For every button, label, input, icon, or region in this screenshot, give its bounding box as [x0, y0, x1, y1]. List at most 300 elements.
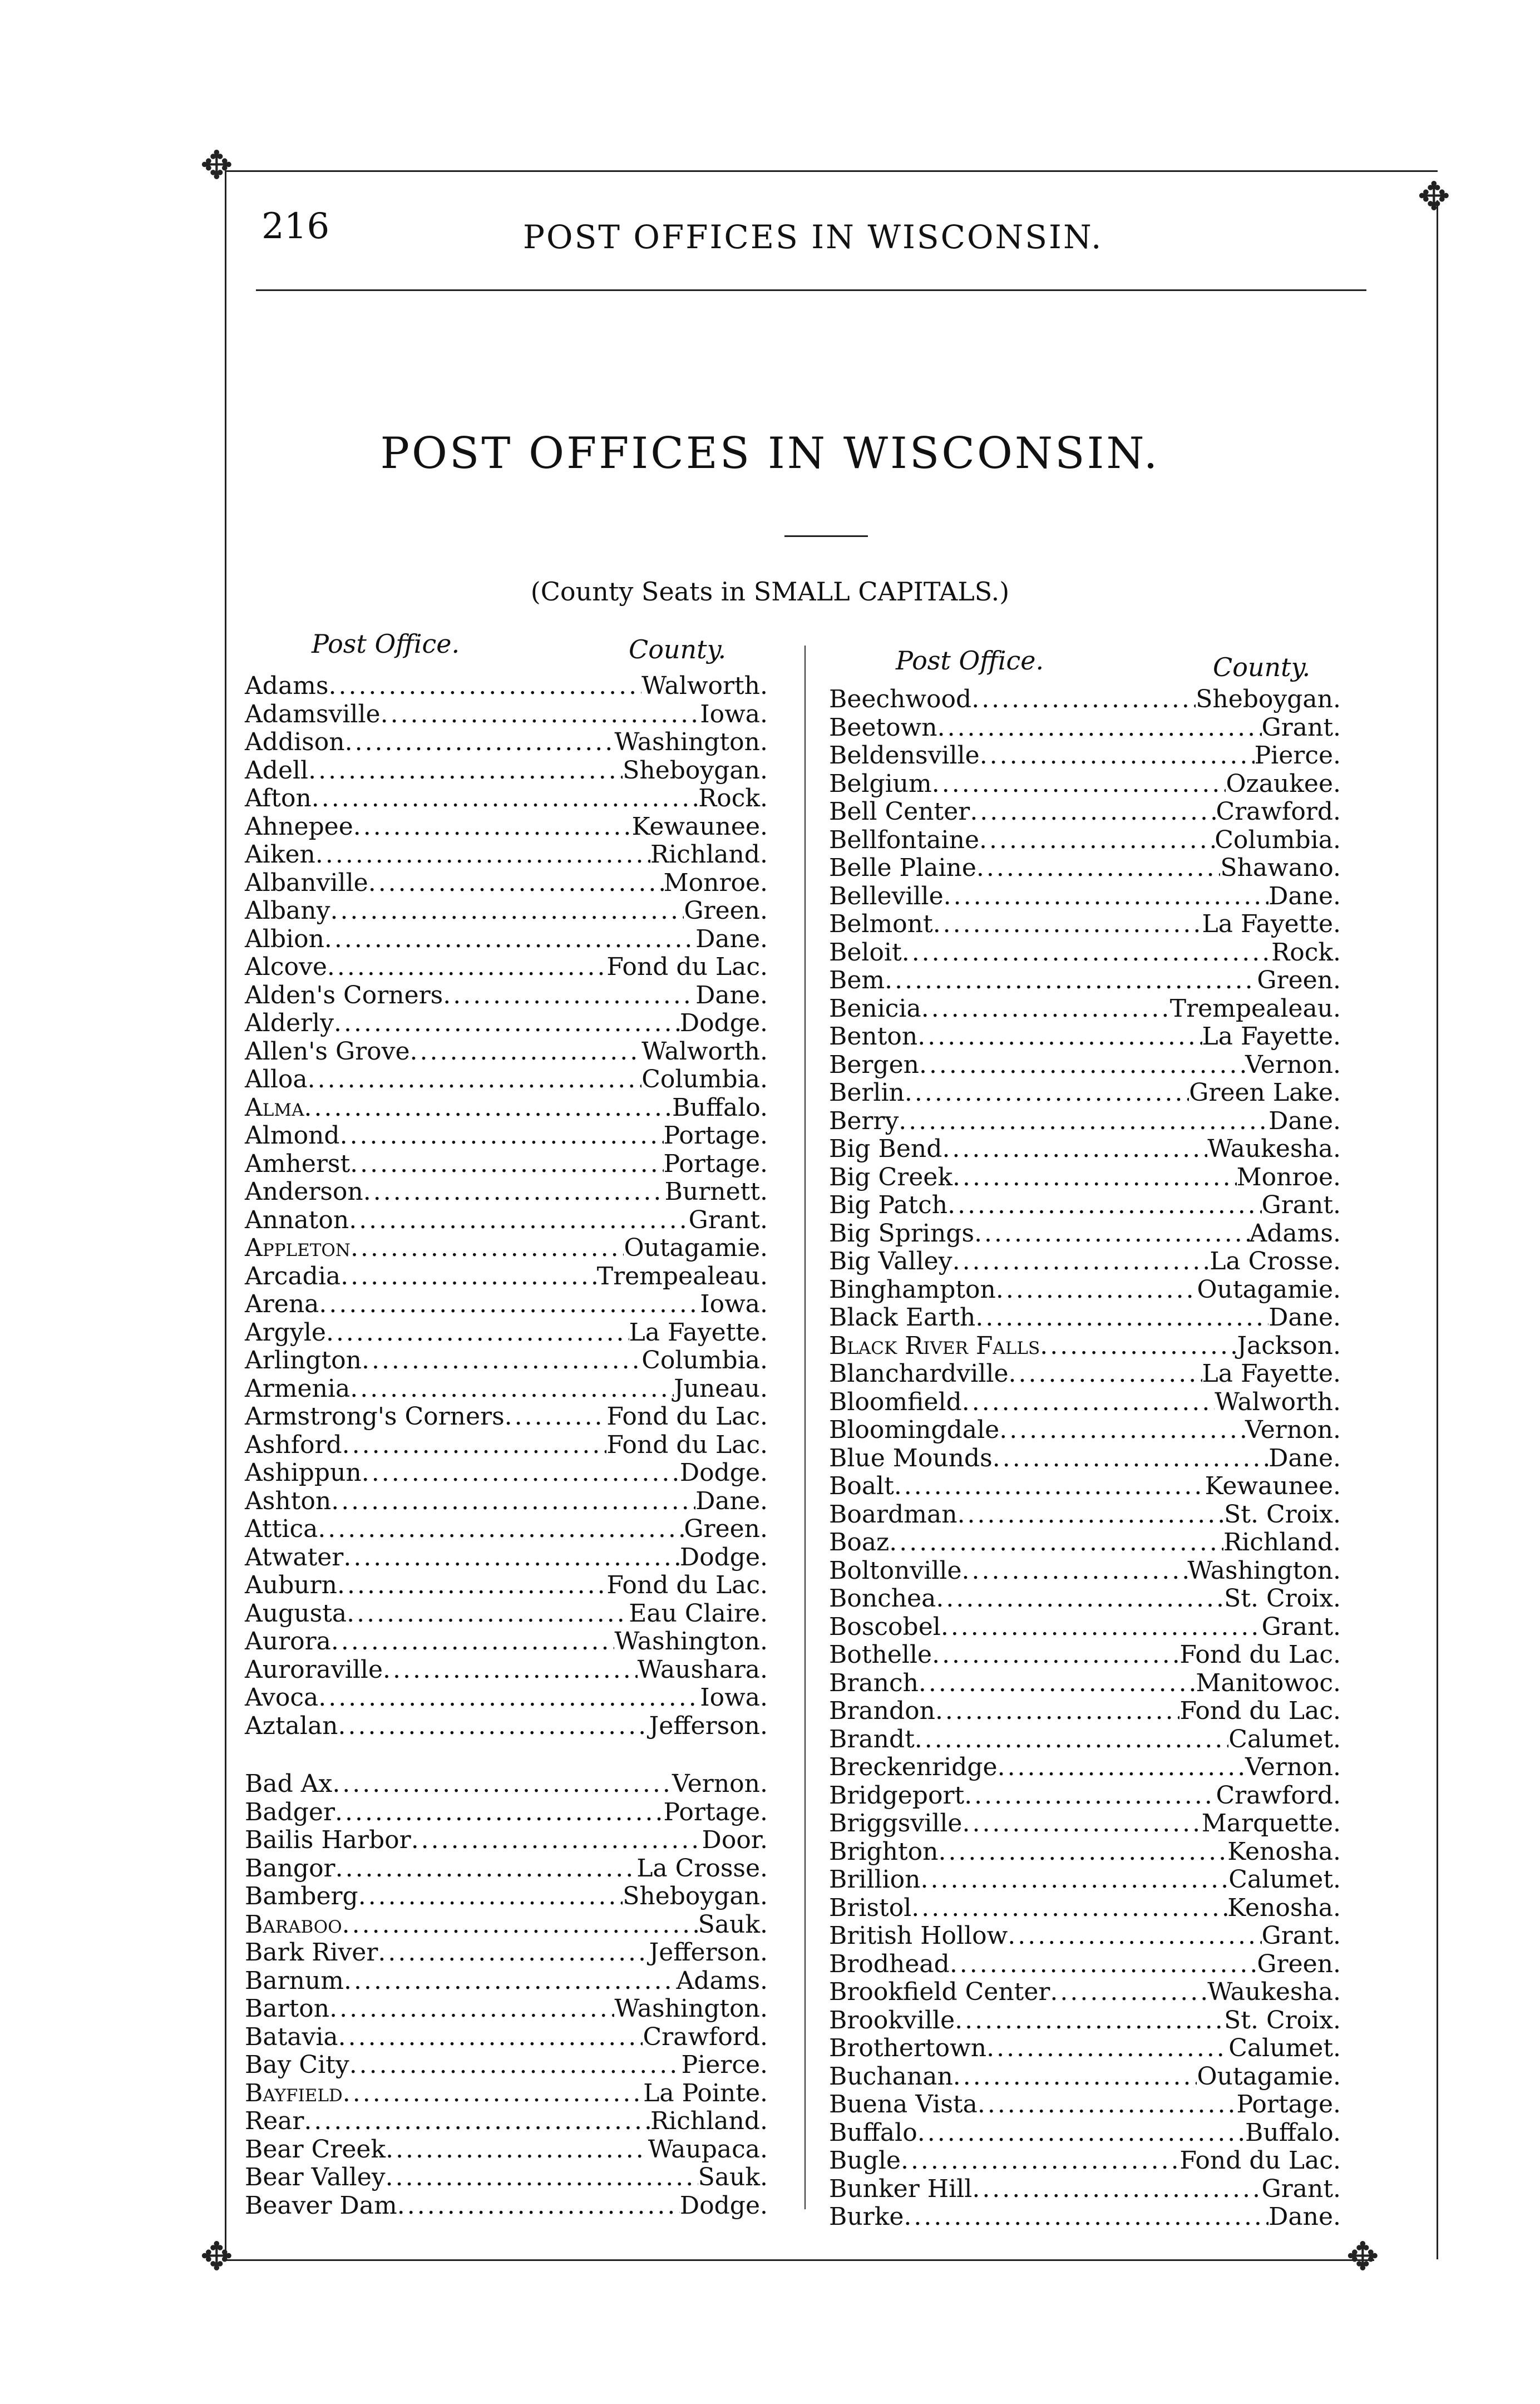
post-office-name: Albanville: [245, 868, 368, 897]
dot-leader: [921, 995, 1170, 1023]
list-item: [245, 2107, 768, 2136]
county-name: Walworth.: [641, 1037, 768, 1066]
list-item: [245, 1883, 768, 1911]
list-item: [245, 897, 768, 925]
list-item: [245, 1600, 768, 1628]
dot-leader: [978, 2091, 1237, 2119]
list-item: [245, 953, 768, 982]
post-office-name: Bunker Hill: [829, 2174, 973, 2203]
dot-leader: [996, 1276, 1197, 1304]
county-name: Fond du Lac.: [606, 1402, 768, 1431]
post-office-name: Alloa: [245, 1065, 308, 1093]
post-office-name: Amherst: [245, 1149, 351, 1178]
dot-leader: [304, 2107, 650, 2135]
list-item: [245, 701, 768, 729]
post-office-name: Berlin: [829, 1078, 905, 1107]
post-office-name: Aurora: [245, 1627, 331, 1656]
dot-leader: [308, 757, 623, 785]
dot-leader: [343, 1544, 680, 1572]
county-name: Dane.: [1268, 881, 1341, 910]
list-item: [829, 1332, 1341, 1361]
list-item: [245, 1967, 768, 1996]
list-item: [829, 2063, 1341, 2091]
dot-leader: [955, 2007, 1224, 2034]
dot-leader: [1008, 1922, 1261, 1950]
list-item: [829, 967, 1341, 995]
dot-leader: [358, 1883, 623, 1910]
county-name: Outagamie.: [1197, 2062, 1341, 2091]
post-office-name: Baraboo: [245, 1910, 342, 1939]
list-item: [829, 1416, 1341, 1445]
post-office-name: Beldensville: [829, 741, 980, 770]
list-item: [829, 798, 1341, 826]
dot-leader: [919, 1051, 1245, 1079]
list-item: [829, 714, 1341, 742]
dot-leader: [324, 925, 695, 953]
county-name: Adams.: [676, 1966, 768, 1995]
list-item: [829, 1304, 1341, 1332]
dot-leader: [899, 1107, 1268, 1135]
county-name: Richland.: [650, 2107, 768, 2135]
dot-leader: [331, 1628, 614, 1656]
dot-leader: [378, 1939, 649, 1967]
post-office-name: Beloit: [829, 938, 902, 967]
post-office-name: British Hollow: [829, 1922, 1008, 1950]
post-office-name: Bellfontaine: [829, 825, 979, 854]
county-name: La Fayette.: [629, 1318, 768, 1347]
dot-leader: [936, 1585, 1224, 1613]
county-name: Pierce.: [1254, 741, 1341, 770]
list-item: [245, 1122, 768, 1150]
dot-leader: [351, 1234, 624, 1262]
post-office-name: Attica: [245, 1515, 318, 1543]
post-office-name: Appleton: [245, 1234, 351, 1262]
post-office-name: Adams: [245, 672, 329, 700]
post-office-name: Bridgeport: [829, 1781, 965, 1810]
dot-leader: [999, 1416, 1245, 1444]
list-item: [829, 1472, 1341, 1501]
list-item: [829, 1726, 1341, 1754]
dot-leader: [917, 2119, 1245, 2147]
county-name: Walworth.: [641, 672, 768, 700]
county-name: Portage.: [663, 1121, 768, 1150]
post-office-name: Buffalo: [829, 2118, 917, 2147]
list-item: [245, 2051, 768, 2080]
post-office-name: Brodhead: [829, 1949, 950, 1978]
corner-ornament-icon: ✥: [1346, 2234, 1379, 2279]
list-item: [245, 1911, 768, 1939]
post-office-name: Auroraville: [245, 1655, 383, 1684]
list-item: [245, 1431, 768, 1460]
county-name: Dane.: [1268, 1106, 1341, 1135]
post-office-name: Belgium: [829, 769, 932, 798]
post-office-name: Bailis Harbor: [245, 1826, 411, 1854]
county-name: Fond du Lac.: [1179, 1641, 1341, 1669]
dot-leader: [350, 1375, 674, 1403]
county-name: Trempealeau.: [1169, 994, 1341, 1023]
county-name: Crawford.: [643, 2022, 768, 2051]
county-name: Fond du Lac.: [606, 953, 768, 981]
county-name: Portage.: [663, 1797, 768, 1826]
dot-leader: [950, 1950, 1257, 1978]
dot-leader: [980, 742, 1255, 770]
post-office-name: Bark River: [245, 1938, 378, 1967]
post-office-name: Big Patch: [829, 1191, 948, 1219]
list-item: [245, 813, 768, 841]
county-name: Dodge.: [679, 1009, 768, 1037]
frame-right-rule: [1437, 200, 1438, 2259]
post-office-name: Brookfield Center: [829, 1978, 1050, 2006]
list-item: [829, 883, 1341, 911]
post-office-name: Beechwood: [829, 685, 972, 713]
post-office-name: Almond: [245, 1121, 340, 1150]
dot-leader: [894, 1472, 1205, 1500]
list-item: [829, 1079, 1341, 1107]
post-office-name: Brandt: [829, 1725, 915, 1753]
county-name: Waushara.: [637, 1655, 768, 1684]
list-item: [829, 2175, 1341, 2204]
post-office-name: Afton: [245, 784, 312, 812]
dot-leader: [337, 1572, 606, 1599]
county-name: Dane.: [1268, 1444, 1341, 1472]
list-item: [829, 2147, 1341, 2175]
corner-ornament-icon: ✥: [200, 2234, 233, 2279]
list-item: [245, 757, 768, 785]
frame-top-rule: [225, 170, 1438, 172]
post-office-name: Barnum: [245, 1966, 344, 1995]
list-item: [829, 854, 1341, 883]
county-name: Buffalo.: [1245, 2118, 1341, 2147]
list-item: [245, 1656, 768, 1684]
dot-leader: [993, 1445, 1268, 1472]
county-name: Columbia.: [1215, 825, 1341, 854]
dot-leader: [328, 672, 641, 700]
post-office-name: Rear: [245, 2107, 304, 2135]
dot-leader: [1050, 1978, 1207, 2006]
post-office-name: Badger: [245, 1797, 335, 1826]
list-item: [245, 1150, 768, 1179]
county-name: Waukesha.: [1207, 1978, 1341, 2006]
corner-ornament-icon: ✥: [200, 142, 233, 188]
county-name: Walworth.: [1215, 1387, 1341, 1416]
post-office-name: Arena: [245, 1290, 319, 1318]
county-name: Calumet.: [1228, 2034, 1341, 2062]
dot-leader: [308, 1066, 642, 1093]
county-name: St. Croix.: [1224, 1584, 1341, 1613]
post-office-name: Boscobel: [829, 1612, 941, 1641]
list-item: [245, 1403, 768, 1431]
list-item: [245, 728, 768, 757]
dot-leader: [345, 728, 615, 756]
list-item: [829, 1107, 1341, 1136]
post-office-name: Augusta: [245, 1599, 347, 1628]
post-office-name: Adell: [245, 756, 309, 785]
dot-leader: [383, 1656, 638, 1684]
dot-leader: [334, 1009, 680, 1037]
dot-leader: [971, 686, 1196, 713]
post-office-name: Addison: [245, 728, 345, 756]
county-name: Columbia.: [641, 1065, 768, 1093]
post-office-name: Bonchea: [829, 1584, 936, 1613]
post-office-name: Arcadia: [245, 1262, 341, 1290]
post-office-name: Adamsville: [245, 699, 381, 728]
post-office-name: Bamberg: [245, 1882, 358, 1910]
county-name: Dane.: [695, 1486, 768, 1515]
dot-leader: [329, 1995, 614, 2023]
dot-leader: [410, 1038, 642, 1066]
list-item: [829, 1529, 1341, 1557]
dot-leader: [947, 1191, 1261, 1219]
county-name: Dane.: [695, 981, 768, 1009]
post-office-name: Argyle: [245, 1318, 326, 1347]
county-name: Grant.: [1261, 1612, 1341, 1641]
post-office-name: Big Bend: [829, 1135, 942, 1163]
post-office-name: Boaz: [829, 1528, 890, 1556]
list-item: [829, 1922, 1341, 1950]
county-name: Eau Claire.: [629, 1599, 768, 1628]
county-name: Dodge.: [679, 1459, 768, 1487]
dot-leader: [505, 1403, 607, 1431]
list-item: [829, 742, 1341, 770]
dot-leader: [962, 1388, 1215, 1416]
list-item: [829, 1051, 1341, 1080]
post-office-name: Ashton: [245, 1486, 332, 1515]
county-name: Adams.: [1249, 1219, 1341, 1248]
dot-leader: [386, 2136, 648, 2164]
dot-leader: [335, 1855, 637, 1883]
list-item: [829, 686, 1341, 714]
list-item: [245, 1826, 768, 1855]
left-post-office-header: Post Office.: [312, 629, 460, 659]
dot-leader: [904, 2203, 1268, 2231]
left-post-office-list: [245, 672, 768, 2220]
dot-leader: [979, 826, 1215, 854]
dot-leader: [942, 1135, 1207, 1163]
list-item: [829, 1866, 1341, 1894]
list-item: [829, 1641, 1341, 1669]
county-name: Fond du Lac.: [1179, 1697, 1341, 1725]
list-item: [829, 910, 1341, 939]
county-name: Fond du Lac.: [606, 1430, 768, 1459]
dot-leader: [901, 2147, 1179, 2175]
county-name: Rock.: [1271, 938, 1341, 967]
dot-leader: [344, 1967, 677, 1995]
post-office-name: Brothertown: [829, 2034, 987, 2062]
county-name: Kewaunee.: [631, 812, 768, 841]
left-county-header: County.: [629, 634, 727, 664]
county-name: La Pointe.: [643, 2078, 768, 2107]
county-name: Iowa.: [700, 699, 768, 728]
county-name: Washington.: [1187, 1556, 1341, 1585]
column-divider: [804, 646, 806, 2209]
list-item: [245, 1799, 768, 1827]
list-item: [245, 1234, 768, 1263]
dot-leader: [315, 841, 650, 869]
post-office-name: Ashford: [245, 1430, 342, 1459]
dot-leader: [362, 1459, 680, 1487]
list-item: [245, 2023, 768, 2052]
list-item: [829, 1697, 1341, 1726]
county-name: Vernon.: [1245, 1416, 1341, 1444]
post-office-name: Bayfield: [245, 2078, 343, 2107]
list-item: [245, 1066, 768, 1094]
dot-leader: [976, 854, 1220, 882]
county-name: Kenosha.: [1227, 1837, 1341, 1866]
post-office-name: Barton: [245, 1994, 330, 2023]
list-item: [245, 1290, 768, 1319]
post-office-name: Big Valley: [829, 1247, 952, 1275]
list-item: [245, 925, 768, 954]
county-name: Calumet.: [1228, 1865, 1341, 1894]
dot-leader: [312, 785, 698, 812]
county-name: Green Lake.: [1189, 1078, 1341, 1107]
list-item: [245, 1712, 768, 1741]
list-item: [829, 1838, 1341, 1866]
post-office-name: Beaver Dam: [245, 2191, 397, 2220]
dot-leader: [935, 1697, 1179, 1725]
list-item: [829, 1164, 1341, 1192]
dot-leader: [986, 2034, 1228, 2062]
county-name: Waukesha.: [1207, 1135, 1341, 1163]
county-name: Vernon.: [672, 1770, 768, 1798]
list-item: [245, 785, 768, 813]
post-office-name: Belmont: [829, 910, 933, 938]
list-item: [829, 1023, 1341, 1051]
county-name: Richland.: [1223, 1528, 1341, 1556]
running-head: POST OFFICES IN WISCONSIN.: [523, 218, 1103, 256]
right-post-office-header: Post Office.: [896, 646, 1044, 676]
post-office-name: Bad Ax: [245, 1770, 333, 1798]
dot-leader: [319, 1290, 700, 1318]
dot-leader: [917, 1023, 1202, 1051]
post-office-name: Avoca: [245, 1683, 319, 1712]
list-item: [245, 1347, 768, 1375]
county-name: Green.: [684, 896, 768, 925]
dot-leader: [327, 953, 606, 981]
list-item: [245, 1544, 768, 1572]
county-name: Crawford.: [1216, 1781, 1341, 1810]
post-office-name: Briggsville: [829, 1809, 962, 1838]
county-name: Grant.: [1261, 713, 1341, 742]
dot-leader: [330, 897, 684, 925]
list-item: [245, 2080, 768, 2108]
frame-bottom-rule: [225, 2259, 1374, 2261]
list-item: [829, 1388, 1341, 1417]
dot-leader: [349, 2051, 682, 2079]
dot-leader: [318, 1684, 700, 1712]
dot-leader: [332, 1770, 672, 1798]
post-office-name: Alderly: [245, 1009, 334, 1037]
county-name: Jefferson.: [649, 1938, 768, 1967]
list-item: [245, 1572, 768, 1600]
post-office-name: Breckenridge: [829, 1753, 998, 1781]
dot-leader: [941, 1613, 1262, 1641]
county-name: Jackson.: [1237, 1331, 1341, 1360]
county-name: La Crosse.: [636, 1854, 768, 1883]
post-office-name: Bugle: [829, 2146, 901, 2175]
dot-leader: [938, 1838, 1227, 1866]
post-office-name: Allen's Grove: [245, 1037, 410, 1066]
post-office-name: Ahnepee: [245, 812, 353, 841]
county-name: Green.: [1257, 1949, 1341, 1978]
dot-leader: [885, 967, 1257, 994]
county-name: Iowa.: [700, 1290, 768, 1318]
post-office-name: Auburn: [245, 1571, 337, 1599]
dot-leader: [340, 1263, 597, 1290]
title-divider: [784, 535, 868, 537]
dot-leader: [342, 1431, 607, 1459]
list-item: [829, 2091, 1341, 2119]
county-name: Dane.: [695, 924, 768, 953]
dot-leader: [962, 1810, 1201, 1838]
county-name: St. Croix.: [1224, 2006, 1341, 2034]
dot-leader: [386, 2164, 698, 2191]
dot-leader: [915, 1726, 1228, 1753]
post-office-name: Benicia: [829, 994, 921, 1023]
post-office-name: Bergen: [829, 1050, 919, 1079]
right-post-office-list: [829, 686, 1341, 2231]
page-title: POST OFFICES IN WISCONSIN.: [380, 428, 1160, 479]
post-office-name: Buena Vista: [829, 2090, 978, 2119]
dot-leader: [919, 1669, 1196, 1697]
county-name: Grant.: [1261, 2174, 1341, 2203]
post-office-name: Bell Center: [829, 797, 970, 826]
county-name: Portage.: [1236, 2090, 1341, 2119]
county-name: Crawford.: [1216, 797, 1341, 826]
dot-leader: [338, 2023, 643, 2051]
list-item: [829, 1669, 1341, 1698]
county-name: La Fayette.: [1202, 1359, 1341, 1388]
right-county-header: County.: [1213, 652, 1311, 682]
corner-ornament-icon: ✥: [1418, 174, 1450, 219]
county-name: Manitowoc.: [1196, 1668, 1341, 1697]
dot-leader: [318, 1515, 684, 1543]
post-office-name: Albion: [245, 924, 324, 953]
county-name: Sheboygan.: [1196, 685, 1341, 713]
dot-leader: [411, 1826, 702, 1854]
post-office-name: Brighton: [829, 1837, 939, 1866]
list-item: [829, 1191, 1341, 1220]
list-item: [245, 1178, 768, 1206]
county-name: Trempealeau.: [596, 1262, 768, 1290]
county-name: Fond du Lac.: [606, 1571, 768, 1599]
list-item: [245, 1206, 768, 1235]
dot-leader: [1009, 1360, 1202, 1388]
dot-leader: [1040, 1332, 1237, 1360]
post-office-name: Bay City: [245, 2051, 349, 2079]
list-item: [829, 1613, 1341, 1642]
post-office-name: Branch: [829, 1668, 919, 1697]
dot-leader: [962, 1557, 1188, 1585]
county-name: Sauk.: [698, 2163, 768, 2191]
list-item: [829, 826, 1341, 855]
county-name: Buffalo.: [672, 1093, 768, 1122]
post-office-name: Bem: [829, 966, 885, 994]
header-rule: [256, 289, 1366, 291]
dot-leader: [331, 1487, 695, 1515]
list-item: [245, 2164, 768, 2192]
list-item: [829, 1276, 1341, 1304]
county-name: Grant.: [688, 1205, 768, 1234]
dot-leader: [911, 1894, 1227, 1922]
county-name: Sauk.: [698, 1910, 768, 1939]
county-name: Door.: [702, 1826, 768, 1854]
county-name: La Fayette.: [1202, 1022, 1341, 1051]
list-item: [245, 841, 768, 869]
post-office-name: Annaton: [245, 1205, 349, 1234]
post-office-name: Arlington: [245, 1346, 362, 1375]
dot-leader: [368, 869, 664, 897]
